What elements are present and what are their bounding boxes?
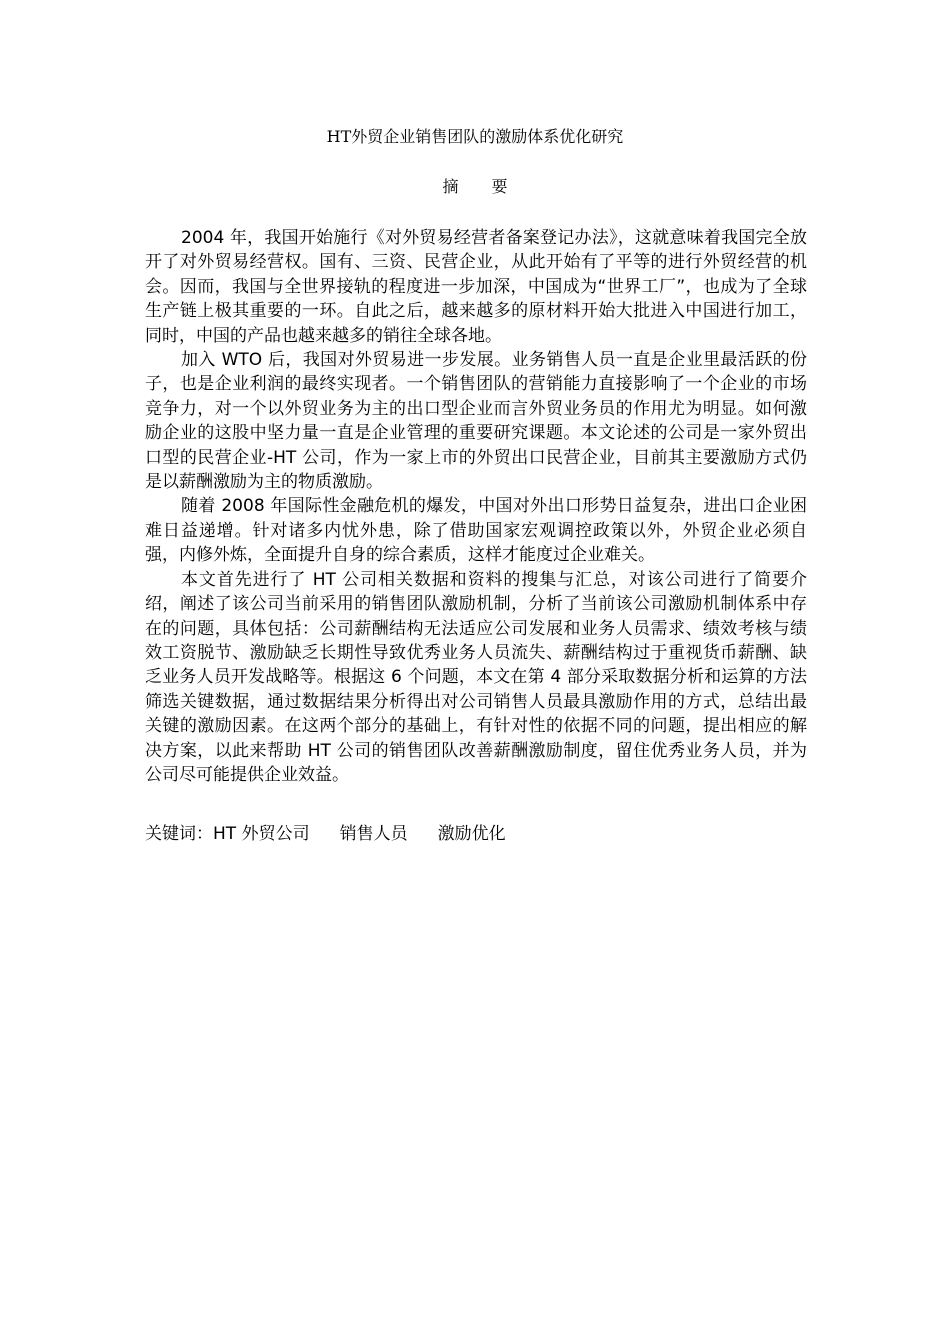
paper-title: HT外贸企业销售团队的激励体系优化研究 [326,127,624,146]
abstract-heading: 摘 要 [442,177,522,196]
keywords-label: 关键词： [145,824,213,844]
keywords-line [145,822,807,846]
abstract-paragraph-1: 2004 年，我国开始施行《对外贸易经营者备案登记办法》，这就意味着我国完全放开了对外贸易经营权。国有、三资、民营企业，从此开始有了平等的进行外贸经营的机会。因而，我国与全世界接轨的程度进一步加深，中国成为“世界工厂”，也成为了全球生产链上极其重要的一环。自此之后，越来越多的原材料开始大批进入中国进行加工，同时，中国的产品也越来越多的销往全球各地。 [145,228,807,346]
keyword-3: 激励优化 [437,824,506,844]
abstract-paragraph-2: 加入 WTO 后，我国对外贸易进一步发展。业务销售人员一直是企业里最活跃的份子，也是企业利润的最终实现者。一个销售团队的营销能力直接影响了一个企业的市场竞争力，对一个以外贸业务为主的出口型企业而言外贸业务员的作用尤为明显。如何激励企业的这股中坚力量一直是企业管理的重要研究课题。本文论述的公司是一家外贸出口型的民营企业-HT 公司，作为一家上市的外贸出口民营企业，目前其主要激励方式仍是以薪酬激励为主的物质激励。 [145,350,807,493]
abstract-paragraph-3: 随着 2008 年国际性金融危机的爆发，中国对外出口形势日益复杂，进出口企业困难日益递增。针对诸多内忧外患，除了借助国家宏观调控政策以外，外贸企业必须自强，内修外炼，全面提升自身的综合素质，这样才能度过企业难关。 [145,496,807,566]
abstract-body [145,226,807,787]
keyword-1: HT 外贸公司 [213,824,310,844]
abstract-paragraph-4: 本文首先进行了 HT 公司相关数据和资料的搜集与汇总，对该公司进行了简要介绍，阐述了该公司当前采用的销售团队激励机制，分析了当前该公司激励机制体系中存在的问题，具体包括：公司薪酬结构无法适应公司发展和业务人员需求、绩效考核与绩效工资脱节、激励缺乏长期性导致优秀业务人员流失、薪酬结构过于重视货币薪酬、缺乏业务人员开发战略等。根据这 6 个问题，本文在第 4 部分采取数据分析和运算的方法筛选关键数据，通过数据结果分析得出对公司销售人员最具激励作用的方式，总结出最关键的激励因素。在这两个部分的基础上，有针对性的依据不同的问题，提出相应的解决方案，以此来帮助 HT 公司的销售团队改善薪酬激励制度，留住优秀业务人员，并为公司尽可能提供企业效益。 [145,569,807,785]
keyword-2: 销售人员 [339,824,408,844]
